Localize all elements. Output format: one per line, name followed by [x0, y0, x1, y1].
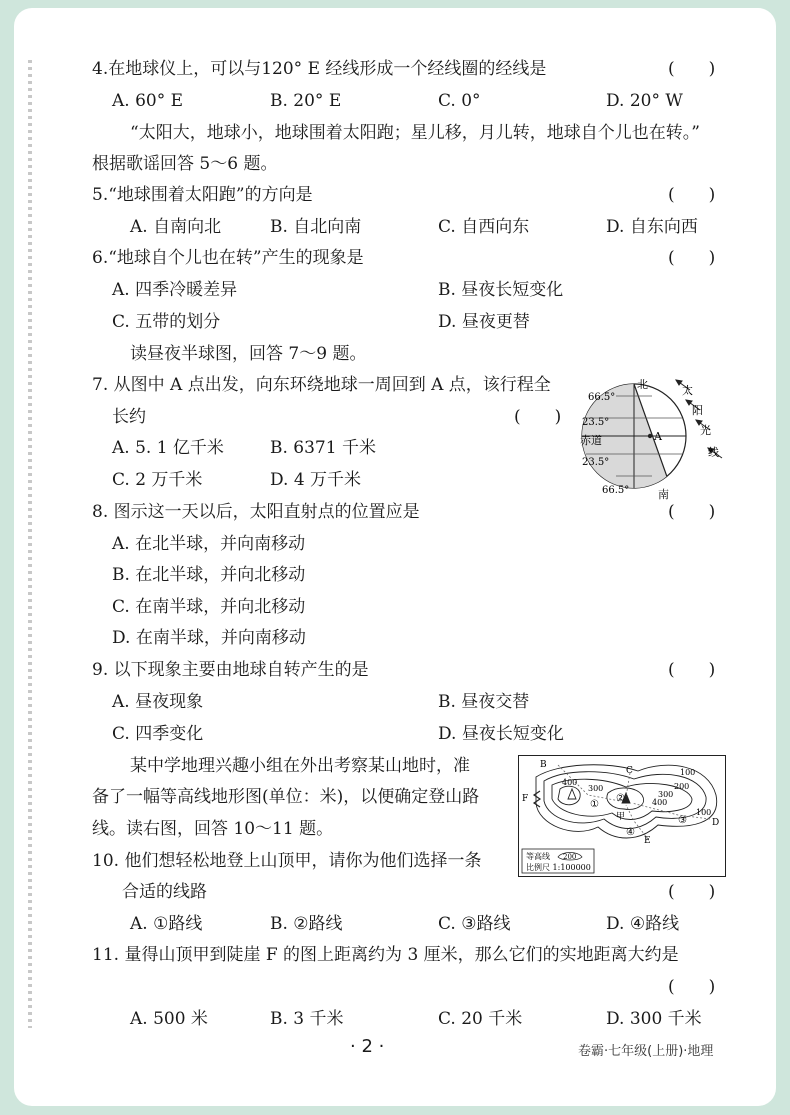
map-scale: 比例尺 1:100000 — [526, 863, 591, 872]
q8-stem: 8. 图示这一天以后，太阳直射点的位置应是 — [92, 502, 420, 522]
q5-answer-paren[interactable]: ( ) — [668, 185, 716, 205]
q4-option-b[interactable]: B. 20° E — [270, 91, 342, 111]
label-b: B — [540, 760, 547, 770]
q11-option-a[interactable]: A. 500 米 — [130, 1009, 208, 1029]
q6-stem: 6.“地球自个儿也在转”产生的现象是 — [92, 248, 364, 268]
q8-answer-paren[interactable]: ( ) — [668, 502, 716, 522]
q5-stem: 5.“地球围着太阳跑”的方向是 — [92, 185, 313, 205]
sun-char-4: 线 — [708, 446, 719, 459]
label-c: C — [626, 766, 633, 776]
page-number: · 2 · — [350, 1036, 385, 1057]
sun-char-2: 阳 — [692, 404, 703, 417]
route-3-label: ③ — [678, 815, 687, 826]
q8-option-a[interactable]: A. 在北半球，并向南移动 — [112, 534, 306, 554]
q6-answer-paren[interactable]: ( ) — [668, 248, 716, 268]
q7-stem-line-1: 7. 从图中 A 点出发，向东环绕地球一周回到 A 点，该行程全 — [92, 375, 551, 395]
route-1-label: ① — [590, 799, 599, 810]
intro-10-11-line-2: 备了一幅等高线地形图(单位：米)，以便确定登山路 — [92, 787, 480, 807]
legend-contour-value: 200 — [563, 853, 577, 861]
q9-answer-paren[interactable]: ( ) — [668, 660, 716, 680]
north-label: 北 — [637, 378, 648, 391]
day-night-globe-figure — [576, 372, 746, 502]
lat-23-south-label: 23.5° — [582, 457, 610, 468]
label-e: E — [644, 836, 651, 846]
contour-value-5: 400 — [652, 798, 668, 807]
point-a-label: A — [654, 430, 662, 443]
song-line-2: 根据歌谣回答 5～6 题。 — [92, 154, 278, 174]
q10-stem-line-1: 10. 他们想轻松地登上山顶甲，请你为他们选择一条 — [92, 851, 482, 871]
footer-book-title: 卷霸·七年级(上册)·地理 — [578, 1044, 714, 1059]
contour-value-4: 400 — [562, 778, 578, 787]
contour-map-figure — [518, 755, 726, 877]
q10-answer-paren[interactable]: ( ) — [668, 882, 716, 902]
q10-stem-line-2: 合适的线路 — [122, 882, 207, 902]
q7-stem-line-2: 长约 — [112, 407, 146, 427]
peak-jia-label: 甲 — [616, 812, 626, 822]
q8-option-b[interactable]: B. 在北半球，并向北移动 — [112, 565, 306, 585]
contour-value-3: 300 — [588, 784, 604, 793]
q8-option-c[interactable]: C. 在南半球，并向北移动 — [112, 597, 306, 617]
contour-value-6: 300 — [658, 790, 674, 799]
label-d: D — [712, 818, 720, 828]
q5-option-b[interactable]: B. 自北向南 — [270, 217, 362, 237]
q11-option-c[interactable]: C. 20 千米 — [438, 1009, 523, 1029]
binding-dots — [28, 60, 32, 1028]
q4-answer-paren[interactable]: ( ) — [668, 59, 716, 79]
q9-option-d[interactable]: D. 昼夜长短变化 — [438, 724, 564, 744]
q7-option-d[interactable]: D. 4 万千米 — [270, 470, 362, 490]
contour-value-2: 200 — [674, 782, 690, 791]
q9-stem: 9. 以下现象主要由地球自转产生的是 — [92, 660, 369, 680]
q9-option-b[interactable]: B. 昼夜交替 — [438, 692, 530, 712]
q4-stem: 4.在地球仪上，可以与120° E 经线形成一个经线圈的经线是 — [92, 59, 547, 79]
point-a-marker — [648, 434, 652, 438]
contour-value-1: 100 — [680, 768, 696, 777]
q6-option-b[interactable]: B. 昼夜长短变化 — [438, 280, 564, 300]
q8-option-d[interactable]: D. 在南半球，并向南移动 — [112, 628, 306, 648]
song-line-1: “太阳大，地球小，地球围着太阳跑；星儿移，月儿转，地球自个儿也在转。” — [130, 123, 700, 143]
lat-66-south-label: 66.5° — [602, 485, 630, 496]
route-4-label: ④ — [626, 827, 635, 838]
sun-char-3: 光 — [700, 424, 711, 437]
q7-option-b[interactable]: B. 6371 千米 — [270, 438, 376, 458]
q11-stem: 11. 量得山顶甲到陡崖 F 的图上距离约为 3 厘米，那么它们的实地距离大约是 — [92, 945, 679, 965]
q4-option-c[interactable]: C. 0° — [438, 91, 481, 111]
q6-option-c[interactable]: C. 五带的划分 — [112, 312, 221, 332]
q4-option-d[interactable]: D. 20° W — [606, 91, 683, 111]
intro-7-9: 读昼夜半球图，回答 7～9 题。 — [130, 344, 367, 364]
q4-option-a[interactable]: A. 60° E — [112, 91, 184, 111]
q5-option-d[interactable]: D. 自东向西 — [606, 217, 698, 237]
south-label: 南 — [658, 488, 669, 501]
q6-option-a[interactable]: A. 四季冷暖差异 — [112, 280, 238, 300]
q10-option-a[interactable]: A. ①路线 — [130, 914, 203, 934]
q10-option-b[interactable]: B. ②路线 — [270, 914, 343, 934]
route-2-label: ② — [616, 793, 625, 804]
q7-answer-paren[interactable]: ( ) — [514, 407, 562, 427]
legend-contour-label: 等高线 — [526, 852, 550, 861]
q5-option-c[interactable]: C. 自西向东 — [438, 217, 530, 237]
intro-10-11-line-3: 线。读右图，回答 10～11 题。 — [92, 819, 334, 839]
q10-option-c[interactable]: C. ③路线 — [438, 914, 511, 934]
q11-answer-paren[interactable]: ( ) — [668, 977, 716, 997]
sun-char-1: 太 — [682, 384, 693, 397]
q9-option-a[interactable]: A. 昼夜现象 — [112, 692, 204, 712]
q11-option-d[interactable]: D. 300 千米 — [606, 1009, 702, 1029]
lat-66-north-label: 66.5° — [588, 392, 616, 403]
q7-option-c[interactable]: C. 2 万千米 — [112, 470, 203, 490]
q9-option-c[interactable]: C. 四季变化 — [112, 724, 204, 744]
q11-option-b[interactable]: B. 3 千米 — [270, 1009, 344, 1029]
lat-23-north-label: 23.5° — [582, 417, 610, 428]
q10-option-d[interactable]: D. ④路线 — [606, 914, 680, 934]
intro-10-11-line-1: 某中学地理兴趣小组在外出考察某山地时，准 — [130, 756, 470, 776]
label-f: F — [522, 794, 529, 804]
contour-value-7: 100 — [696, 808, 712, 817]
equator-label: 赤道 — [580, 434, 602, 447]
q7-option-a[interactable]: A. 5. 1 亿千米 — [112, 438, 224, 458]
q5-option-a[interactable]: A. 自南向北 — [130, 217, 222, 237]
q6-option-d[interactable]: D. 昼夜更替 — [438, 312, 530, 332]
